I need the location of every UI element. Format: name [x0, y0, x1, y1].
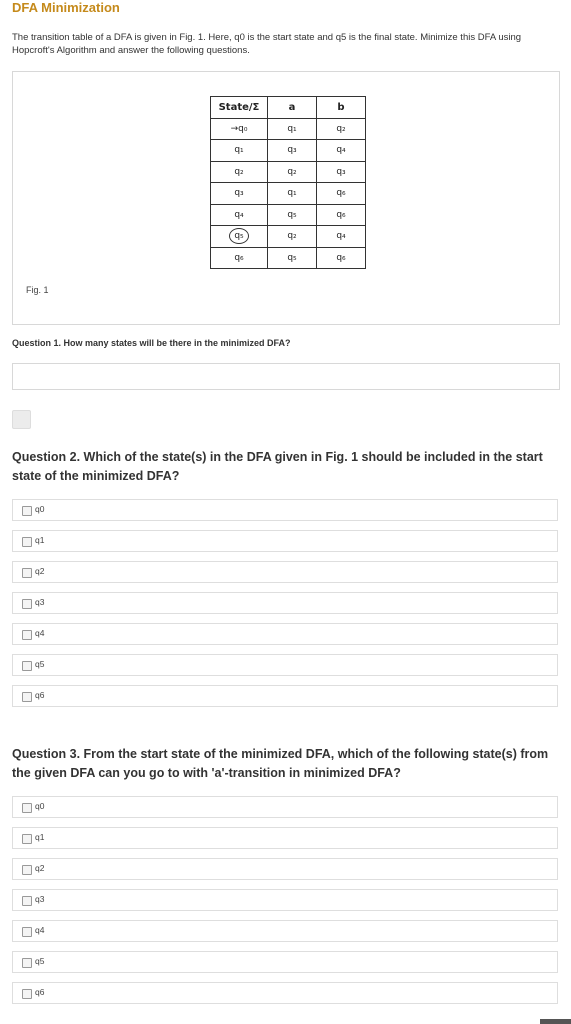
a-transition-cell: q₅	[268, 204, 317, 226]
figure-label: Fig. 1	[26, 285, 49, 295]
q2-option-q5[interactable]	[12, 654, 558, 676]
checkbox[interactable]	[22, 896, 32, 906]
checkbox[interactable]	[22, 506, 32, 516]
table-row	[211, 204, 366, 226]
state-cell	[211, 226, 268, 248]
intro-text: The transition table of a DFA is given in Fig. 1. Here, q0 is the start state and q5 is the final state. Minimize this DFA using Hopcroft's Algorithm and answer the following questions.	[12, 32, 522, 56]
b-transition-cell: q₂	[317, 118, 366, 140]
table-row	[211, 140, 366, 162]
option-label: q1	[35, 832, 45, 842]
checkbox[interactable]	[22, 865, 32, 875]
option-label: q2	[35, 566, 45, 576]
q2-option-q3[interactable]	[12, 592, 558, 614]
b-transition-cell: q₆	[317, 183, 366, 205]
option-label: q4	[35, 628, 45, 638]
q3-option-q4[interactable]	[12, 920, 558, 942]
state-cell: q₆	[211, 247, 268, 269]
question-1-answer-input[interactable]	[12, 363, 560, 390]
checkbox[interactable]	[22, 989, 32, 999]
option-label: q3	[35, 597, 45, 607]
q3-option-q6[interactable]	[12, 982, 558, 1004]
header-state: State/Σ	[211, 97, 268, 119]
q3-option-q2[interactable]	[12, 858, 558, 880]
state-cell: →q₀	[211, 118, 268, 140]
a-transition-cell: q₁	[268, 118, 317, 140]
state-cell: q₂	[211, 161, 268, 183]
option-label: q0	[35, 504, 45, 514]
a-transition-cell: q₃	[268, 140, 317, 162]
option-label: q3	[35, 894, 45, 904]
b-transition-cell: q₃	[317, 161, 366, 183]
question-2-text: Question 2. Which of the state(s) in the DFA given in Fig. 1 should be included in the start state of the minimized DFA?	[12, 450, 543, 483]
q3-option-q1[interactable]	[12, 827, 558, 849]
q3-option-q5[interactable]	[12, 951, 558, 973]
table-row	[211, 161, 366, 183]
question-3-text: Question 3. From the start state of the minimized DFA, which of the following state(s) from the given DFA can you go to with 'a'-transition in minimized DFA?	[12, 747, 549, 780]
page-title: DFA Minimization	[12, 0, 120, 15]
a-transition-cell: q₂	[268, 226, 317, 248]
b-transition-cell: q₆	[317, 204, 366, 226]
q2-option-q2[interactable]	[12, 561, 558, 583]
b-transition-cell: q₄	[317, 226, 366, 248]
b-transition-cell: q₆	[317, 247, 366, 269]
checkbox[interactable]	[22, 630, 32, 640]
option-label: q4	[35, 925, 45, 935]
question-1-text: Question 1. How many states will be there in the minimized DFA?	[12, 338, 291, 348]
table-row	[211, 226, 366, 248]
option-label: q6	[35, 987, 45, 997]
transition-table	[210, 96, 366, 269]
question-1-button[interactable]	[12, 410, 31, 429]
q3-option-q0[interactable]	[12, 796, 558, 818]
b-transition-cell: q₄	[317, 140, 366, 162]
checkbox[interactable]	[22, 927, 32, 937]
scrollbar-thumb[interactable]	[540, 1019, 571, 1024]
q2-option-q1[interactable]	[12, 530, 558, 552]
a-transition-cell: q₁	[268, 183, 317, 205]
option-label: q5	[35, 659, 45, 669]
table-row	[211, 118, 366, 140]
checkbox[interactable]	[22, 692, 32, 702]
header-b: b	[317, 97, 366, 119]
header-a: a	[268, 97, 317, 119]
q2-option-q0[interactable]	[12, 499, 558, 521]
state-cell: q₁	[211, 140, 268, 162]
option-label: q2	[35, 863, 45, 873]
q3-option-q3[interactable]	[12, 889, 558, 911]
checkbox[interactable]	[22, 834, 32, 844]
checkbox[interactable]	[22, 661, 32, 671]
q2-option-q6[interactable]	[12, 685, 558, 707]
state-cell: q₄	[211, 204, 268, 226]
checkbox[interactable]	[22, 599, 32, 609]
figure-box	[12, 71, 560, 325]
state-cell: q₃	[211, 183, 268, 205]
checkbox[interactable]	[22, 537, 32, 547]
option-label: q5	[35, 956, 45, 966]
checkbox[interactable]	[22, 568, 32, 578]
table-row	[211, 247, 366, 269]
a-transition-cell: q₂	[268, 161, 317, 183]
final-state-circle: q₅	[229, 228, 249, 244]
table-row	[211, 183, 366, 205]
checkbox[interactable]	[22, 803, 32, 813]
option-label: q1	[35, 535, 45, 545]
a-transition-cell: q₅	[268, 247, 317, 269]
table-header-row	[211, 97, 366, 119]
q2-option-q4[interactable]	[12, 623, 558, 645]
option-label: q6	[35, 690, 45, 700]
checkbox[interactable]	[22, 958, 32, 968]
option-label: q0	[35, 801, 45, 811]
